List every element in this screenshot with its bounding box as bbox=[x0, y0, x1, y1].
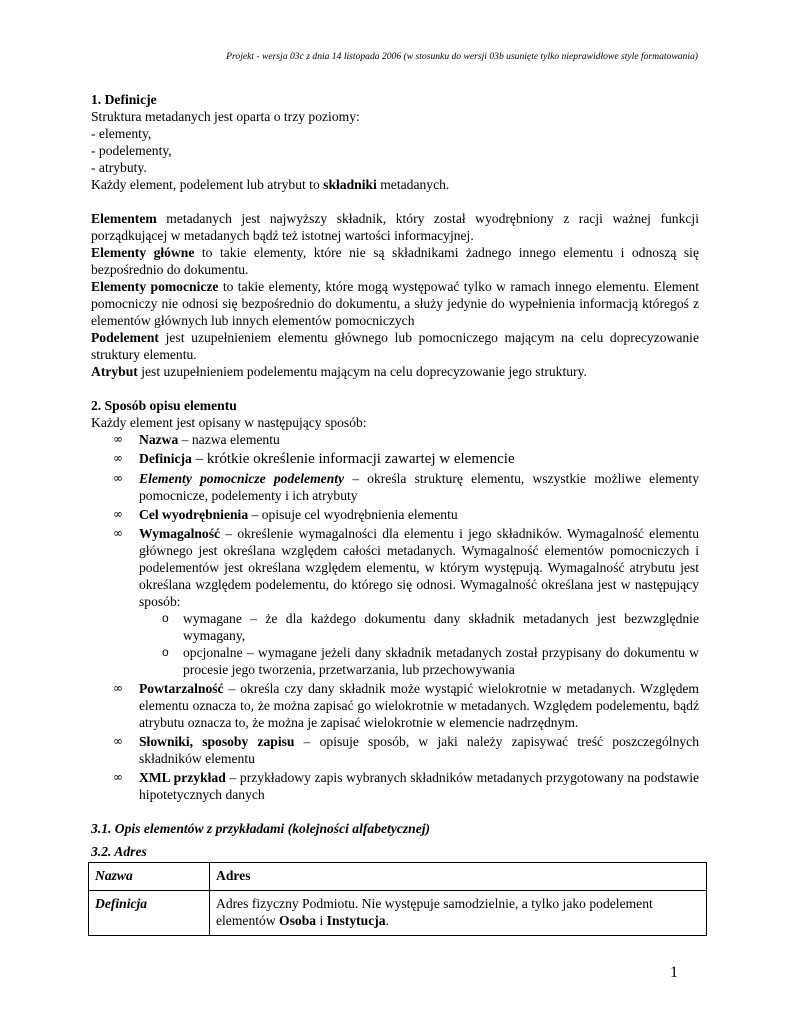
bullet-list bbox=[91, 431, 699, 803]
definition-paragraph: Podelement jest uzupełnieniem elementu głównego lub pomocniczego mającym na celu doprecyzowanie struktury elementu. bbox=[91, 330, 699, 362]
circle-bullet-icon: o bbox=[162, 645, 169, 659]
sub-list-item: o wymagane – że dla każdego dokumentu dany składnik metadanych jest bezwzględnie wymagany, bbox=[162, 611, 699, 643]
bullet-icon: ∞ bbox=[113, 681, 123, 695]
definition-paragraph: Atrybut jest uzupełnieniem podelementu mającym na celu doprecyzowanie jego struktury. bbox=[91, 364, 587, 379]
page-number: 1 bbox=[670, 964, 678, 981]
table-cell-value: Adres fizyczny Podmiotu. Nie występuje samodzielnie, a tylko jako podelement elementów Osoba i Instytucja. bbox=[210, 891, 707, 936]
sub-list-item: o opcjonalne – wymagane jeżeli dany składnik metadanych został przypisany do dokumentu w procesie jego tworzenia, przetwarzania, lub przechowywania bbox=[162, 645, 699, 677]
list-item: ∞ Powtarzalność – określa czy dany składnik może wystąpić wielokrotnie w metadanych. Względem elementu oznacza to, że można zapisać go wielokrotnie w metadanych. Względem podelementu, bądź atrybutu oznacza to, że można je zapisać wielokrotnie w elemencie nadrzędnym. bbox=[113, 681, 699, 730]
section-heading-description: 2. Sposób opisu elementu bbox=[91, 398, 237, 413]
table-cell-value: Adres bbox=[210, 863, 707, 891]
list-item: - podelementy, bbox=[91, 143, 172, 158]
table-cell-label: Definicja bbox=[89, 891, 210, 936]
table-row bbox=[89, 863, 707, 891]
list-item: - elementy, bbox=[91, 126, 152, 141]
section-heading-elements: 3.1. Opis elementów z przykładami (kolejności alfabetycznej) bbox=[91, 821, 431, 836]
section-heading-adres: 3.2. Adres bbox=[91, 844, 147, 859]
bullet-icon: ∞ bbox=[113, 734, 123, 748]
bullet-icon: ∞ bbox=[113, 432, 123, 446]
sub-list bbox=[139, 610, 699, 678]
circle-bullet-icon: o bbox=[162, 611, 169, 625]
bullet-icon: ∞ bbox=[113, 526, 123, 540]
list-item: ∞ Elementy pomocnicze podelementy – określa strukturę elementu, wszystkie możliwe elementy pomocnicze, podelementy i ich atrybuty bbox=[113, 471, 700, 503]
list-item: ∞ Wymagalność – określenie wymagalności dla elementu i jego składników. Wymagalność elementu głównego jest określana względem całości metadanych. Wymagalność elementów pomocniczych i podelementów jest określana względem elementu, w którym występują. Wymagalność atrybutu jest określana względem podelementu, do którego się odnosi. Wymagalność określana jest w następujący sposób: o wymagane – że dla każdego dokumentu dany składnik metadanych jest bezwzględnie wymagany, o opcjonalne – wymagane jeżeli dany składnik metadanych został przypisany do dokumentu w procesie jego tworzenia, przetwarzania, lub przechowywania bbox=[113, 526, 699, 677]
list-item: ∞ Nazwa – nazwa elementu bbox=[113, 432, 280, 447]
paragraph: Każdy element, podelement lub atrybut to składniki metadanych. bbox=[91, 177, 450, 192]
bullet-icon: ∞ bbox=[113, 770, 123, 784]
bullet-icon: ∞ bbox=[113, 507, 123, 521]
table-row bbox=[89, 891, 707, 936]
paragraph: Struktura metadanych jest oparta o trzy poziomy: bbox=[91, 109, 360, 124]
list-item: ∞ Definicja – krótkie określenie informacji zawartej w elemencie bbox=[113, 451, 515, 467]
bullet-icon: ∞ bbox=[113, 451, 123, 465]
running-header: Projekt - wersja 03c z dnia 14 listopada 2006 (w stosunku do wersji 03b usunięte tylko nieprawidłowe style formatowania) bbox=[226, 51, 698, 62]
definition-paragraph: Elementem metadanych jest najwyższy składnik, który został wyodrębniony z racji ważnej funkcji porządkującej w metadanych bądź też istotnej wartości informacyjnej. bbox=[91, 211, 699, 243]
list-item: ∞ Cel wyodrębnienia – opisuje cel wyodrębnienia elementu bbox=[113, 507, 458, 522]
list-item: ∞ Słowniki, sposoby zapisu – opisuje sposób, w jaki należy zapisywać treść poszczególnych składników elementu bbox=[113, 734, 700, 766]
table-cell-label: Nazwa bbox=[89, 863, 210, 891]
document-body bbox=[91, 91, 699, 936]
bullet-icon: ∞ bbox=[113, 471, 123, 485]
definition-paragraph: Elementy pomocnicze to takie elementy, które mogą występować tylko w ramach innego elementu. Element pomocniczy nie odnosi się bezpośrednio do dokumentu, a służy jedynie do wypełnienia informacją któregoś z elementów głównych lub innych elementów pomocniczych bbox=[91, 279, 699, 328]
section-heading-definitions: 1. Definicje bbox=[91, 92, 157, 107]
paragraph: Każdy element jest opisany w następujący sposób: bbox=[91, 415, 367, 430]
list-item: - atrybuty. bbox=[91, 160, 147, 175]
list-item: ∞ XML przykład – przykładowy zapis wybranych składników metadanych przygotowany na podstawie hipotetycznych danych bbox=[113, 770, 699, 802]
definition-paragraph: Elementy główne to takie elementy, które nie są składnikami żadnego innego elementu i odnoszą się bezpośrednio do dokumentu. bbox=[91, 245, 699, 277]
element-table bbox=[88, 862, 707, 936]
